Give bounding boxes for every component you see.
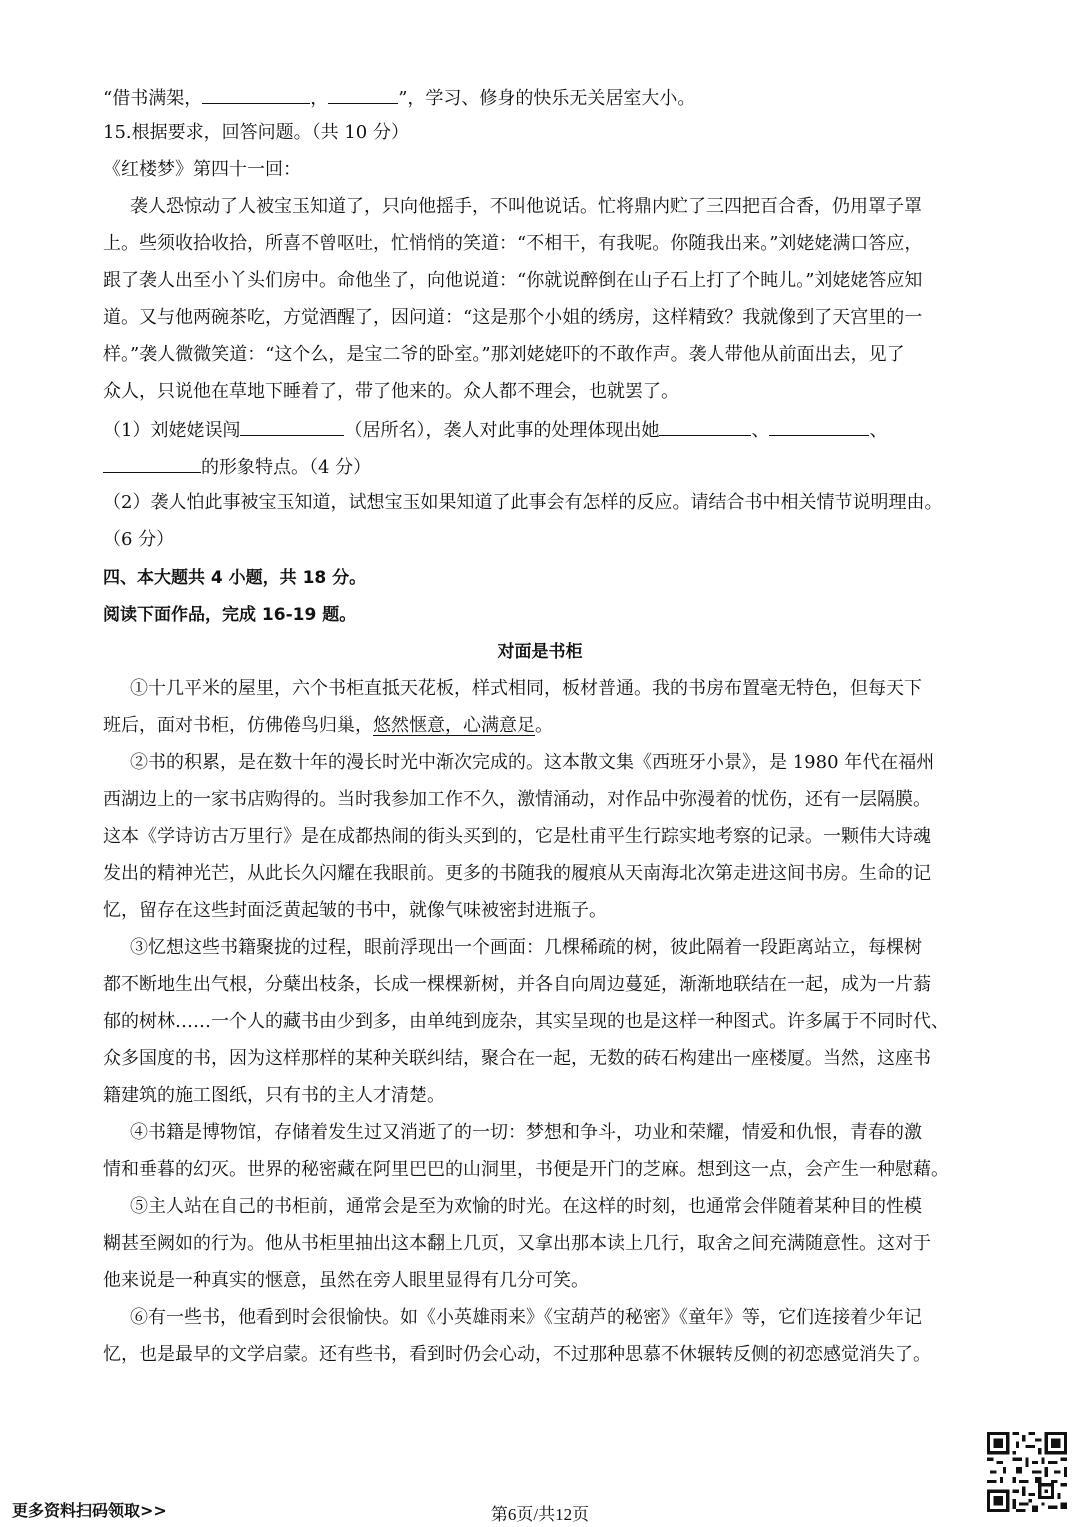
passage-line: 众人，只说他在草地下睡着了，带了他来的。众人都不理会，也就罢了。 <box>103 381 679 402</box>
answer-blank-2[interactable] <box>328 85 398 104</box>
fill-text-b: ， <box>310 88 329 109</box>
qr-code-icon[interactable] <box>987 1432 1067 1512</box>
article-line: 这本《学诗访古万里行》是在成都热闹的街头买到的，它是杜甫平生行踪实地考察的记录。一颗伟大诗魂 <box>103 826 931 847</box>
article-title: 对面是书柜 <box>497 642 583 662</box>
article-line: ④书籍是博物馆，存储着发生过又消逝了的一切：梦想和争斗，功业和荣耀，情爱和仇恨，青春的激 <box>130 1122 922 1143</box>
article-line: ⑥有一些书，他看到时会很愉快。如《小英雄雨来》《宝葫芦的秘密》《童年》等，它们连接着少年记 <box>130 1307 922 1328</box>
passage-line: 袭人恐惊动了人被宝玉知道了，只向他摇手，不叫他说话。忙将鼎内贮了三四把百合香，仍用罩子罩 <box>130 196 922 217</box>
article-line: ③忆想这些书籍聚拢的过程，眼前浮现出一个画面：几棵稀疏的树，彼此隔着一段距离站立，每棵树 <box>130 937 922 958</box>
underlined-phrase: 悠然惬意，心满意足 <box>373 715 535 736</box>
article-line: 他来说是一种真实的惬意，虽然在旁人眼里显得有几分可笑。 <box>103 1270 589 1291</box>
section-4-header: 四、本大题共 4 小题，共 18 分。 <box>103 568 367 588</box>
answer-blank-3[interactable] <box>240 417 344 436</box>
sub-question-2: （2）袭人怕此事被宝玉知道，试想宝玉如果知道了此事会有怎样的反应。请结合书中相关情节说明理由。 <box>103 492 943 513</box>
article-line: 忆，也是最早的文学启蒙。还有些书，看到时仍会心动，不过那种思慕不休辗转反侧的初恋感觉消失了。 <box>103 1344 931 1365</box>
sub1-text-a: （1）刘姥姥误闯 <box>103 420 241 441</box>
article-line: 忆，留存在这些封面泛黄起皱的书中，就像气味被密封进瓶子。 <box>103 900 607 921</box>
fill-text-a: “借书满架， <box>103 88 203 109</box>
article-line: 籍建筑的施工图纸，只有书的主人才清楚。 <box>103 1085 445 1106</box>
sub1-text-d: 、 <box>869 420 888 441</box>
section-4-instruction: 阅读下面作品，完成 16-19 题。 <box>103 605 357 625</box>
sub1-text-e: 的形象特点。（4 分） <box>201 457 372 478</box>
passage-line: 样。”袭人微微笑道：“这个么，是宝二爷的卧室。”那刘姥姥吓的不敢作声。袭人带他从前面出去，见了 <box>103 344 905 365</box>
article-text: 。 <box>535 715 553 736</box>
answer-blank-6[interactable] <box>103 454 201 473</box>
article-line: 都不断地生出气根，分蘖出枝条，长成一棵棵新树，并各自向周边蔓延，渐渐地联结在一起，成为一片蓊 <box>103 974 931 995</box>
question-15-source: 《红楼梦》第四十一回： <box>103 159 301 180</box>
article-line: ②书的积累，是在数十年的漫长时光中渐次完成的。这本散文集《西班牙小景》，是 1980 年代在福州 <box>130 752 935 773</box>
passage-line: 道。又与他两碗茶吃，方觉酒醒了，因问道：“这是那个小姐的绣房，这样精致？我就像到了天宫里的一 <box>103 307 923 328</box>
article-text: 班后，面对书柜，仿佛倦鸟归巢， <box>103 715 373 736</box>
article-line: 郁的树林……一个人的藏书由少到多，由单纯到庞杂，其实呈现的也是这样一种图式。许多属于不同时代、 <box>103 1011 949 1032</box>
fill-in-line <box>103 85 695 111</box>
sub-question-1-cont <box>103 454 371 480</box>
fill-text-c: ”，学习、修身的快乐无关居室大小。 <box>398 88 696 109</box>
article-line: 糊甚至阙如的行为。他从书柜里抽出这本翻上几页，又拿出那本读上几行，取舍之间充满随意性。这对于 <box>103 1233 931 1254</box>
passage-line: 跟了袭人出至小丫头们房中。命他坐了，向他说道：“你就说醉倒在山子石上打了个盹儿。”刘姥姥答应知 <box>103 270 923 291</box>
article-line: ⑤主人站在自己的书柜前，通常会是至为欢愉的时光。在这样的时刻，也通常会伴随着某种目的性模 <box>130 1196 922 1217</box>
sub-question-2-score: （6 分） <box>103 529 175 550</box>
article-line <box>103 714 553 738</box>
answer-blank-1[interactable] <box>202 85 310 104</box>
article-line: 发出的精神光芒，从此长久闪耀在我眼前。更多的书随我的履痕从天南海北次第走进这间书房。生命的记 <box>103 863 931 884</box>
answer-blank-5[interactable] <box>769 417 869 436</box>
sub1-text-c: 、 <box>751 420 770 441</box>
article-line: 情和垂暮的幻灭。世界的秘密藏在阿里巴巴的山洞里，书便是开门的芝麻。想到这一点，会产生一种慰藉。 <box>103 1159 949 1180</box>
passage-line: 上。些须收拾收拾，所喜不曾呕吐，忙悄悄的笑道：“不相干，有我呢。你随我出来。”刘姥姥满口答应， <box>103 233 923 254</box>
article-line: 西湖边上的一家书店购得的。当时我参加工作不久，激情涌动，对作品中弥漫着的忧伤，还有一层隔膜。 <box>103 789 931 810</box>
article-line: ①十几平米的屋里，六个书柜直抵天花板，样式相同，板材普通。我的书房布置毫无特色，但每天下 <box>130 678 922 699</box>
footer-promo-text: 更多资料扫码领取>> <box>12 1501 167 1520</box>
sub1-text-b: （居所名），袭人对此事的处理体现出她 <box>344 420 660 441</box>
answer-blank-4[interactable] <box>659 417 751 436</box>
article-line: 众多国度的书，因为这样那样的某种关联纠结，聚合在一起，无数的砖石构建出一座楼厦。当然，这座书 <box>103 1048 931 1069</box>
page-number: 第6页/共12页 <box>490 1505 590 1524</box>
sub-question-1 <box>103 417 887 443</box>
question-15-header: 15.根据要求，回答问题。（共 10 分） <box>103 122 409 143</box>
